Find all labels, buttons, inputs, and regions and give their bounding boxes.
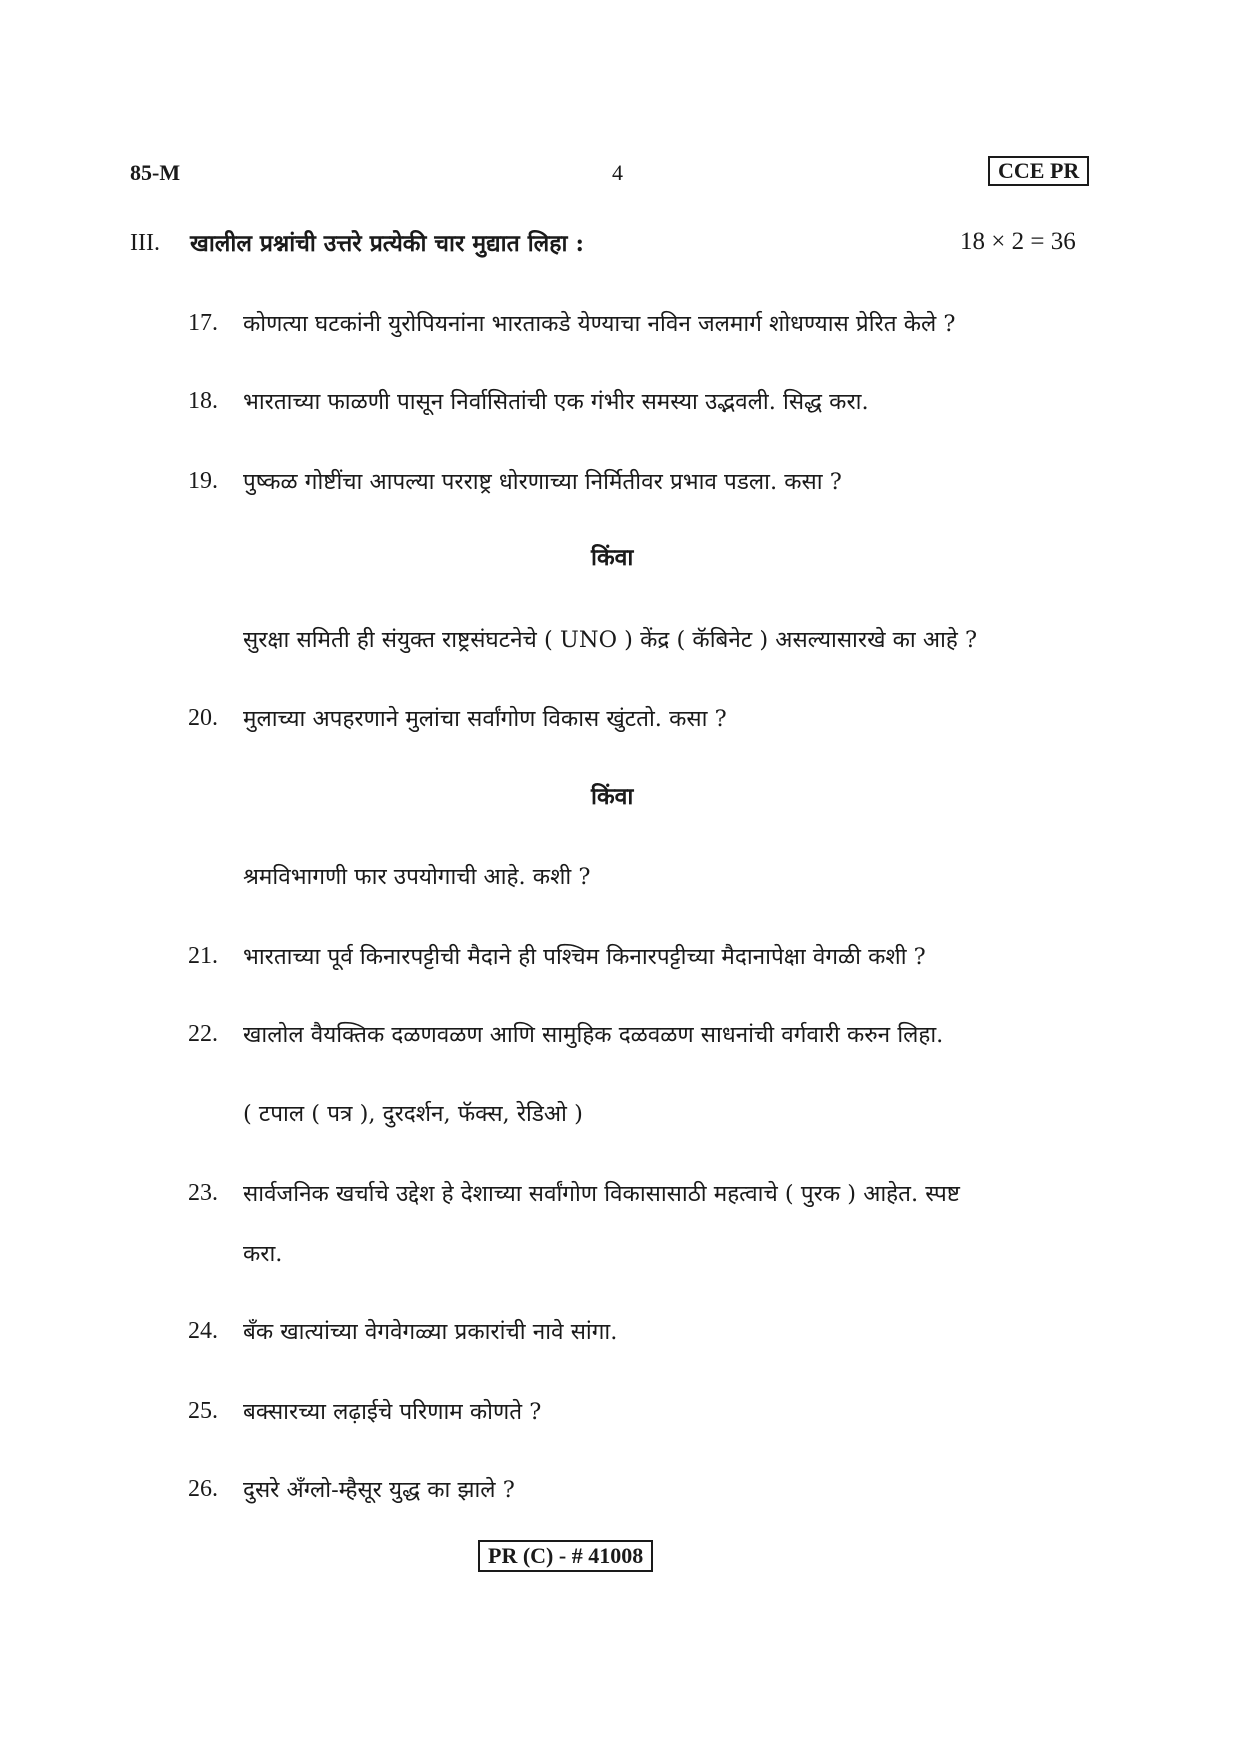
or-label: किंवा	[591, 544, 634, 571]
or-label: किंवा	[591, 783, 634, 810]
section-number: III.	[130, 230, 160, 256]
question-text: भारताच्या फाळणी पासून निर्वासितांची एक गंभीर समस्या उद्भवली. सिद्ध करा.	[243, 389, 869, 415]
question-number: 26.	[188, 1476, 218, 1502]
section-marks: 18 × 2 = 36	[960, 228, 1076, 255]
question-text: बक्सारच्या लढ़ाईचे परिणाम कोणते ?	[243, 1399, 542, 1425]
alternative-question-text: सुरक्षा समिती ही संयुक्त राष्ट्रसंघटनेचे ( UNO ) केंद्र ( कॅबिनेट ) असल्यासारखे का आहे ?	[243, 627, 978, 653]
question-text: कोणत्या घटकांनी युरोपियनांना भारताकडे येण्याचा नविन जलमार्ग शोधण्यास प्रेरित केले ?	[243, 311, 956, 337]
question-text: भारताच्या पूर्व किनारपट्टीची मैदाने ही पश्चिम किनारपट्टीच्या मैदानापेक्षा वेगळी कशी ?	[243, 944, 926, 970]
question-text: खालोल वैयक्तिक दळणवळण आणि सामुहिक दळवळण साधनांची वर्गवारी करुन लिहा.	[243, 1022, 944, 1048]
alternative-question-text: श्रमविभागणी फार उपयोगाची आहे. कशी ?	[243, 864, 591, 890]
footer-code: PR (C) - # 41008	[478, 1540, 653, 1572]
header-badge: CCE PR	[988, 156, 1089, 186]
section-title: खालील प्रश्नांची उत्तरे प्रत्येकी चार मुद्यात लिहा :	[190, 230, 584, 257]
question-number: 17.	[188, 310, 218, 336]
question-text: मुलाच्या अपहरणाने मुलांचा सर्वांगोण विकास खुंटतो. कसा ?	[243, 706, 727, 732]
question-text: बँक खात्यांच्या वेगवेगळ्या प्रकारांची नावे सांगा.	[243, 1319, 618, 1345]
question-subtext: ( टपाल ( पत्र ), दुरदर्शन, फॅक्स, रेडिओ )	[243, 1101, 583, 1127]
question-number: 24.	[188, 1318, 218, 1344]
question-number: 23.	[188, 1180, 218, 1206]
question-number: 22.	[188, 1021, 218, 1047]
question-number: 21.	[188, 943, 218, 969]
question-number: 19.	[188, 468, 218, 494]
paper-code: 85-M	[130, 160, 181, 185]
question-text: दुसरे अँग्लो-म्हैसूर युद्ध का झाले ?	[243, 1477, 515, 1503]
question-text: पुष्कळ गोष्टींचा आपल्या परराष्ट्र धोरणाच्या निर्मितीवर प्रभाव पडला. कसा ?	[243, 469, 842, 495]
question-text: सार्वजनिक खर्चाचे उद्देश हे देशाच्या सर्वांगोण विकासासाठी महत्वाचे ( पुरक ) आहेत. स्पष्ट	[243, 1181, 960, 1207]
question-text-continued: करा.	[243, 1241, 283, 1267]
question-number: 20.	[188, 705, 218, 731]
question-number: 25.	[188, 1398, 218, 1424]
question-number: 18.	[188, 388, 218, 414]
page-number: 4	[612, 160, 623, 185]
